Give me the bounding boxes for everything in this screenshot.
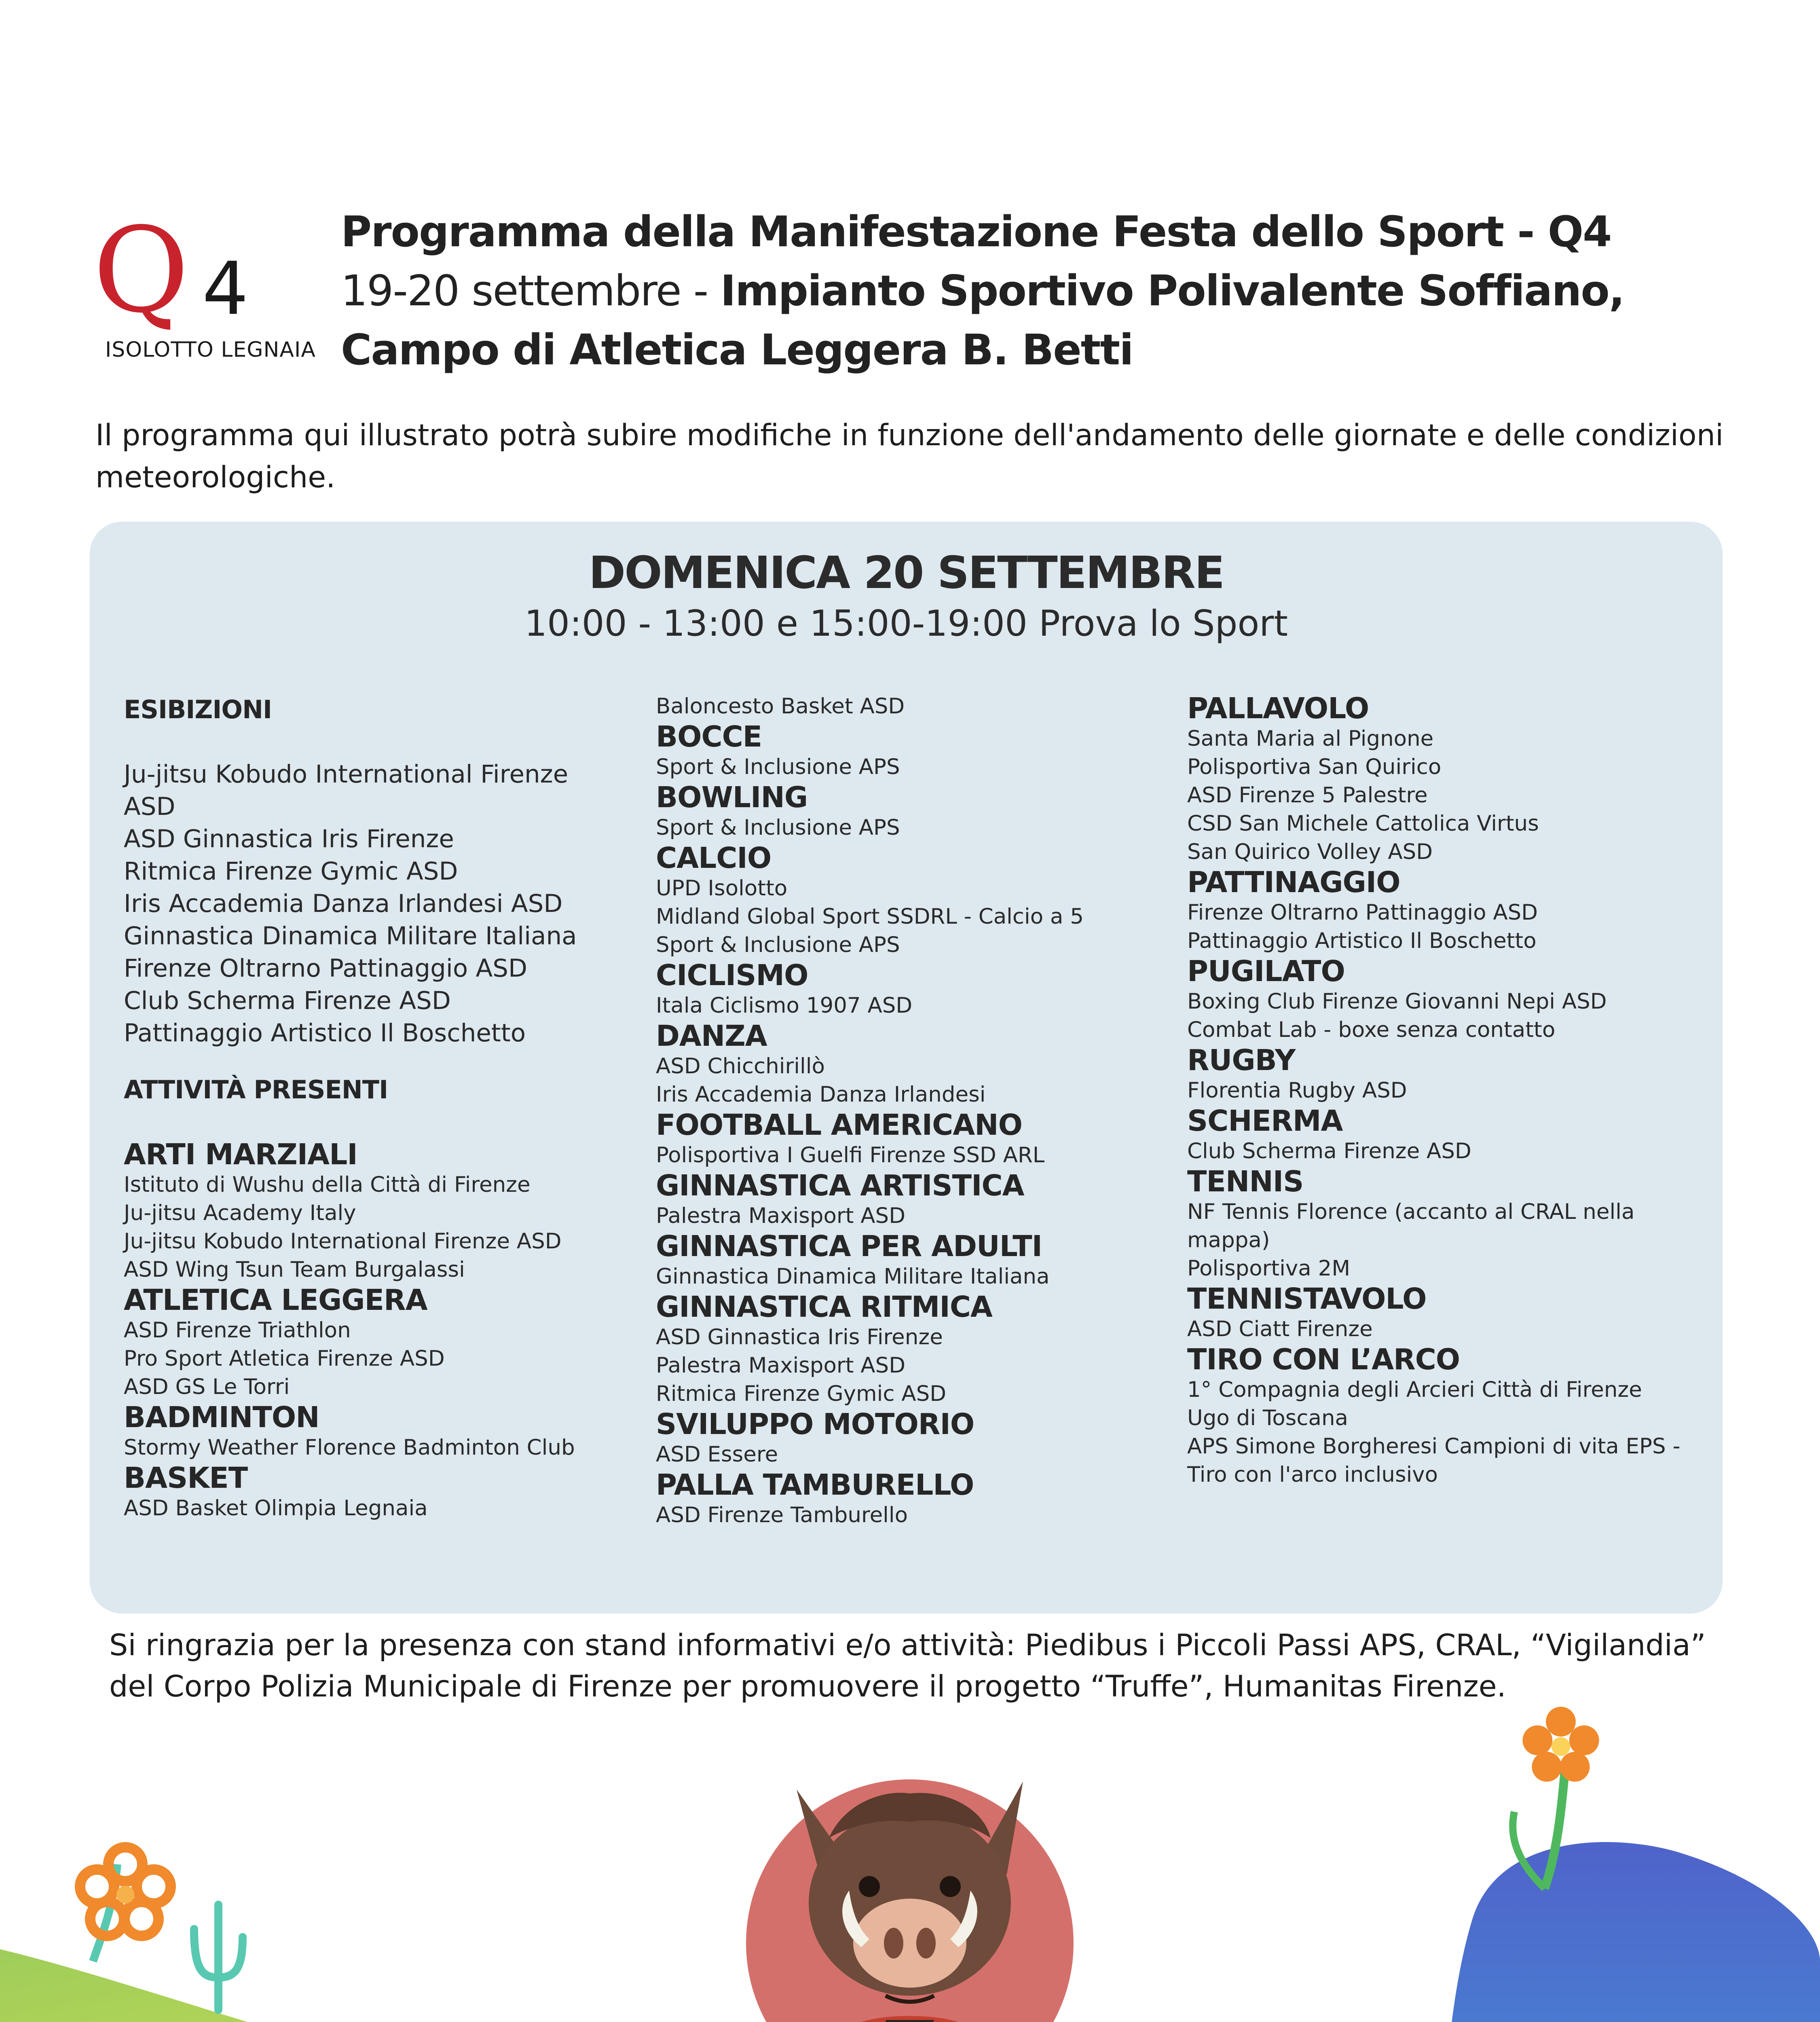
title-venue: Impianto Sportivo Polivalente Soffiano, — [720, 266, 1624, 315]
sport-heading: ARTI MARZIALI — [124, 1138, 357, 1171]
club-item: Itala Ciclismo 1907 ASD — [656, 993, 913, 1018]
activity-group — [124, 1284, 625, 1401]
activity-group — [656, 959, 1157, 1020]
list-item: Club Scherma Firenze ASD — [124, 986, 451, 1015]
club-item: Combat Lab - boxe senza contatto — [1187, 1017, 1556, 1042]
activities-heading: ATTIVITÀ PRESENTI — [124, 1075, 388, 1104]
club-item: Polisportiva 2M — [1187, 1256, 1351, 1281]
schedule-column-1 — [124, 694, 625, 1523]
activity-group — [656, 1408, 1157, 1469]
club-item: ASD Firenze 5 Palestre — [1187, 783, 1428, 808]
club-item: ASD Basket Olimpia Legnaia — [124, 1496, 428, 1521]
list-item: ASD Ginnastica Iris Firenze — [124, 825, 454, 853]
sport-heading: TENNISTAVOLO — [1187, 1282, 1427, 1316]
sport-heading: TENNIS — [1187, 1165, 1304, 1198]
sport-heading: BOCCE — [656, 720, 762, 753]
club-item: ASD Wing Tsun Team Burgalassi — [124, 1257, 465, 1282]
activity-groups — [656, 721, 1157, 1529]
sport-heading: TIRO CON L’ARCO — [1187, 1343, 1460, 1376]
sport-heading: PATTINAGGIO — [1187, 865, 1400, 899]
activity-group — [124, 1462, 625, 1523]
list-item: Pattinaggio Artistico Il Boschetto — [124, 1019, 526, 1047]
club-item: Boxing Club Firenze Giovanni Nepi ASD — [1187, 989, 1607, 1014]
list-item: Ginnastica Dinamica Militare Italiana — [124, 922, 577, 950]
activity-group — [1187, 1283, 1689, 1343]
sport-heading: SVILUPPO MOTORIO — [656, 1407, 974, 1441]
logo-number: 4 — [202, 247, 249, 331]
club-item: Polisportiva I Guelfi Firenze SSD ARL — [656, 1143, 1045, 1168]
title-line-1: Programma della Manifestazione Festa dello Sport - Q4 — [341, 207, 1611, 256]
sport-heading: BASKET — [124, 1461, 248, 1495]
club-item: Midland Global Sport SSDRL - Calcio a 5 — [656, 904, 1084, 929]
activity-group — [656, 842, 1157, 959]
club-item: ASD Chicchirillò — [656, 1054, 825, 1079]
orange-flower-icon — [1520, 1705, 1601, 1785]
club-item: Sport & Inclusione APS — [656, 933, 900, 957]
exhibitions-list — [124, 758, 625, 1049]
sport-heading: FOOTBALL AMERICANO — [656, 1108, 1022, 1142]
activity-group — [1187, 1343, 1689, 1489]
club-item: Ginnastica Dinamica Militare Italiana — [656, 1264, 1050, 1289]
activity-groups — [1187, 692, 1689, 1489]
club-item: Sport & Inclusione APS — [656, 755, 900, 779]
club-item: ASD Ciatt Firenze — [1187, 1317, 1373, 1341]
club-item: Polisportiva San Quirico — [1187, 755, 1442, 779]
sport-heading: GINNASTICA PER ADULTI — [656, 1229, 1042, 1263]
orange-flower-icon — [73, 1840, 178, 1945]
exhibitions-heading: ESIBIZIONI — [124, 695, 272, 724]
list-item: Baloncesto Basket ASD — [656, 694, 905, 719]
club-item: Pattinaggio Artistico Il Boschetto — [1187, 929, 1537, 953]
list-item: Firenze Oltrarno Pattinaggio ASD — [124, 954, 527, 983]
title-line-3: Campo di Atletica Leggera B. Betti — [341, 325, 1133, 374]
club-item: ASD GS Le Torri — [124, 1375, 290, 1399]
club-item: Ugo di Toscana — [1187, 1406, 1349, 1430]
sport-heading: PALLA TAMBURELLO — [656, 1468, 974, 1502]
club-item: Sport & Inclusione APS — [656, 815, 900, 840]
activity-group — [656, 721, 1157, 781]
sport-heading: DANZA — [656, 1019, 767, 1053]
activity-group — [656, 1291, 1157, 1408]
title-dates: 19-20 settembre - — [341, 266, 721, 315]
club-item: Ritmica Firenze Gymic ASD — [656, 1381, 947, 1406]
club-item: UPD Isolotto — [656, 876, 788, 901]
time-slots: 10:00 - 13:00 e 15:00-19:00 Prova lo Sport — [524, 603, 1288, 644]
activity-group — [1187, 955, 1689, 1044]
club-item: Ju-jitsu Kobudo International Firenze ASD — [124, 1229, 562, 1254]
title-line-2 — [341, 261, 1756, 320]
sport-heading: CALCIO — [656, 841, 772, 875]
club-item: Palestra Maxisport ASD — [656, 1203, 906, 1228]
activity-group — [656, 1170, 1157, 1230]
thanks-text: Si ringrazia per la presenza con stand informativi e/o attività: Piedibus i Piccoli Passi APS, CRAL, “Vigilandia” del Corpo Polizia Municipale di Firenze per promuovere il progetto “Truffe”, Humanitas Firenze. — [109, 1628, 1706, 1704]
sport-heading: GINNASTICA ARTISTICA — [656, 1169, 1024, 1202]
activity-group — [1187, 1105, 1689, 1165]
logo-q-letter: Q — [93, 203, 189, 339]
sport-heading: RUGBY — [1187, 1043, 1296, 1077]
list-item: Iris Accademia Danza Irlandesi ASD — [124, 889, 563, 918]
club-item: NF Tennis Florence (accanto al CRAL nella mappa) — [1187, 1199, 1635, 1252]
activity-group — [656, 781, 1157, 842]
day-heading: DOMENICA 20 SETTEMBRE — [588, 547, 1224, 599]
club-item: ASD Ginnastica Iris Firenze — [656, 1325, 943, 1349]
activity-group — [1187, 692, 1689, 866]
sport-heading: PALLAVOLO — [1187, 692, 1369, 725]
list-item: Ju-jitsu Kobudo International Firenze ASD — [124, 760, 569, 821]
activity-group — [1187, 1044, 1689, 1105]
club-item: Ju-jitsu Academy Italy — [124, 1201, 356, 1225]
activity-group — [124, 1138, 625, 1284]
club-item: Club Scherma Firenze ASD — [1187, 1139, 1471, 1163]
club-item: 1° Compagnia degli Arcieri Città di Firenze — [1187, 1377, 1642, 1402]
activity-group — [656, 1020, 1157, 1109]
activity-group — [656, 1230, 1157, 1291]
sport-heading: SCHERMA — [1187, 1104, 1343, 1138]
club-item: ASD Firenze Tamburello — [656, 1503, 908, 1527]
sport-heading: BADMINTON — [124, 1400, 319, 1434]
activity-groups — [124, 1138, 625, 1523]
club-item: ASD Firenze Triathlon — [124, 1318, 351, 1343]
sport-heading: CICLISMO — [656, 958, 808, 992]
list-item: Ritmica Firenze Gymic ASD — [124, 857, 458, 886]
club-item: Palestra Maxisport ASD — [656, 1353, 906, 1378]
club-item: Firenze Oltrarno Pattinaggio ASD — [1187, 900, 1538, 925]
sport-heading: BOWLING — [656, 780, 808, 814]
club-item: Pro Sport Atletica Firenze ASD — [124, 1346, 445, 1371]
club-item: Santa Maria al Pignone — [1187, 726, 1434, 751]
activity-group — [124, 1401, 625, 1462]
club-item: San Quirico Volley ASD — [1187, 840, 1433, 864]
activity-group — [1187, 866, 1689, 955]
club-item: Istituto di Wushu della Città di Firenze — [124, 1172, 531, 1197]
club-item: APS Simone Borgheresi Campioni di vita EPS - Tiro con l'arco inclusivo — [1187, 1434, 1680, 1487]
club-item: Stormy Weather Florence Badminton Club — [124, 1435, 575, 1460]
activity-group — [1187, 1165, 1689, 1283]
club-item: Iris Accademia Danza Irlandesi — [656, 1082, 986, 1107]
page-title — [341, 202, 1756, 379]
blue-hill-shape — [1440, 1842, 1820, 2022]
sport-heading: GINNASTICA RITMICA — [656, 1290, 992, 1324]
club-item: CSD San Michele Cattolica Virtus — [1187, 811, 1539, 836]
sport-heading: ATLETICA LEGGERA — [124, 1283, 427, 1317]
club-item: Florentia Rugby ASD — [1187, 1078, 1407, 1103]
club-item: ASD Essere — [656, 1442, 778, 1467]
logo-caption: ISOLOTTO LEGNAIA — [105, 338, 316, 362]
boar-mascot-icon — [740, 1757, 1080, 2022]
schedule-column-3 — [1187, 692, 1689, 1489]
disclaimer-text: Il programma qui illustrato potrà subire modifiche in funzione dell'andamento delle giornate e delle condizioni meteorologiche. — [95, 418, 1724, 495]
q4-logo — [93, 203, 316, 366]
schedule-column-2 — [656, 692, 1157, 1529]
activity-group — [656, 1109, 1157, 1170]
activity-group — [656, 1469, 1157, 1529]
sport-heading: PUGILATO — [1187, 954, 1345, 988]
